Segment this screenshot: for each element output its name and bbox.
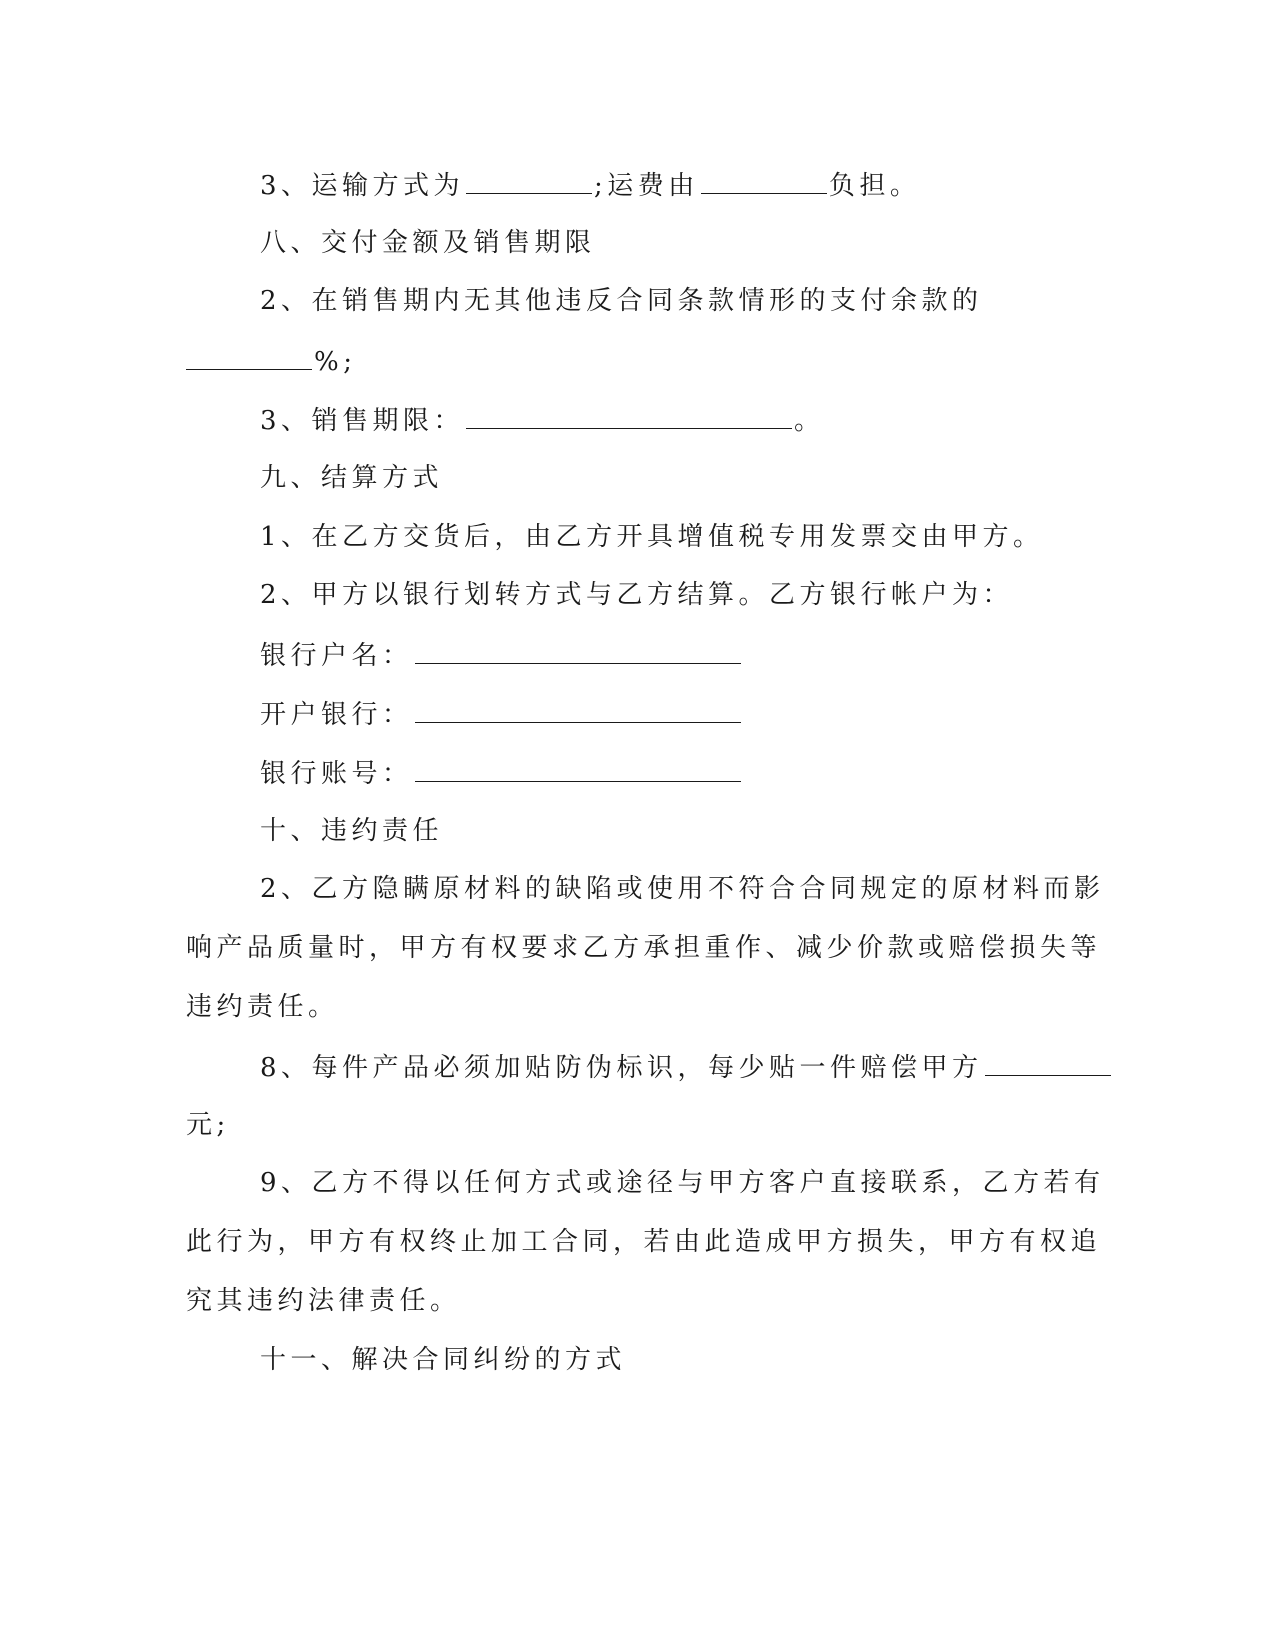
- anti-counterfeit-clause: [260, 1049, 1113, 1085]
- sales-period-blank[interactable]: [466, 402, 792, 429]
- section-10-heading: 十、违约责任: [260, 816, 444, 846]
- anti-counterfeit-text: 8、每件产品必须加贴防伪标识，每少贴一件赔偿甲方: [260, 1053, 983, 1083]
- period-end-mark: 。: [794, 406, 825, 436]
- yuan-unit: 元;: [186, 1110, 230, 1140]
- section-8-heading: 八、交付金额及销售期限: [260, 228, 596, 258]
- contact-clause-line-3: 究其违约法律责任。: [186, 1286, 461, 1316]
- account-number-label: 银行账号：: [260, 759, 413, 789]
- sales-period-clause: [260, 402, 825, 438]
- balance-percent-blank[interactable]: [186, 343, 312, 370]
- account-name-label: 银行户名：: [260, 641, 413, 671]
- balance-payment-clause: 2、在销售期内无其他违反合同条款情形的支付余款的: [260, 286, 983, 316]
- sales-period-label: 3、销售期限：: [260, 406, 465, 436]
- bank-transfer-clause: 2、甲方以银行划转方式与乙方结算。乙方银行帐户为：: [260, 580, 1014, 610]
- defect-clause-line-2: 响产品质量时，甲方有权要求乙方承担重作、减少价款或赔偿损失等: [186, 933, 1102, 963]
- invoice-clause: 1、在乙方交货后，由乙方开具增值税专用发票交由甲方。: [260, 522, 1044, 552]
- transport-method-label: 3、运输方式为: [260, 171, 465, 201]
- transport-method-blank[interactable]: [466, 167, 592, 194]
- balance-percent-line: [186, 343, 356, 379]
- account-number-line: [260, 755, 743, 791]
- defect-clause-line-1: 2、乙方隐瞒原材料的缺陷或使用不符合合同规定的原材料而影: [260, 874, 1105, 904]
- bank-name-label: 开户银行：: [260, 700, 413, 730]
- freight-payer-blank[interactable]: [701, 167, 827, 194]
- transport-clause: [260, 167, 920, 203]
- percent-sign: %;: [314, 347, 357, 377]
- bank-name-blank[interactable]: [415, 696, 741, 723]
- burden-label: 负担。: [828, 171, 921, 201]
- section-11-heading: 十一、解决合同纠纷的方式: [260, 1345, 627, 1375]
- defect-clause-line-3: 违约责任。: [186, 992, 339, 1022]
- section-9-heading: 九、结算方式: [260, 463, 444, 493]
- account-name-line: [260, 637, 743, 673]
- contact-clause-line-1: 9、乙方不得以任何方式或途径与甲方客户直接联系，乙方若有: [260, 1168, 1105, 1198]
- account-name-blank[interactable]: [415, 637, 741, 664]
- compensation-amount-blank[interactable]: [985, 1049, 1111, 1076]
- account-number-blank[interactable]: [415, 755, 741, 782]
- contact-clause-line-2: 此行为，甲方有权终止加工合同，若由此造成甲方损失，甲方有权追: [186, 1227, 1102, 1257]
- freight-label: ;运费由: [594, 171, 699, 201]
- bank-name-line: [260, 696, 743, 732]
